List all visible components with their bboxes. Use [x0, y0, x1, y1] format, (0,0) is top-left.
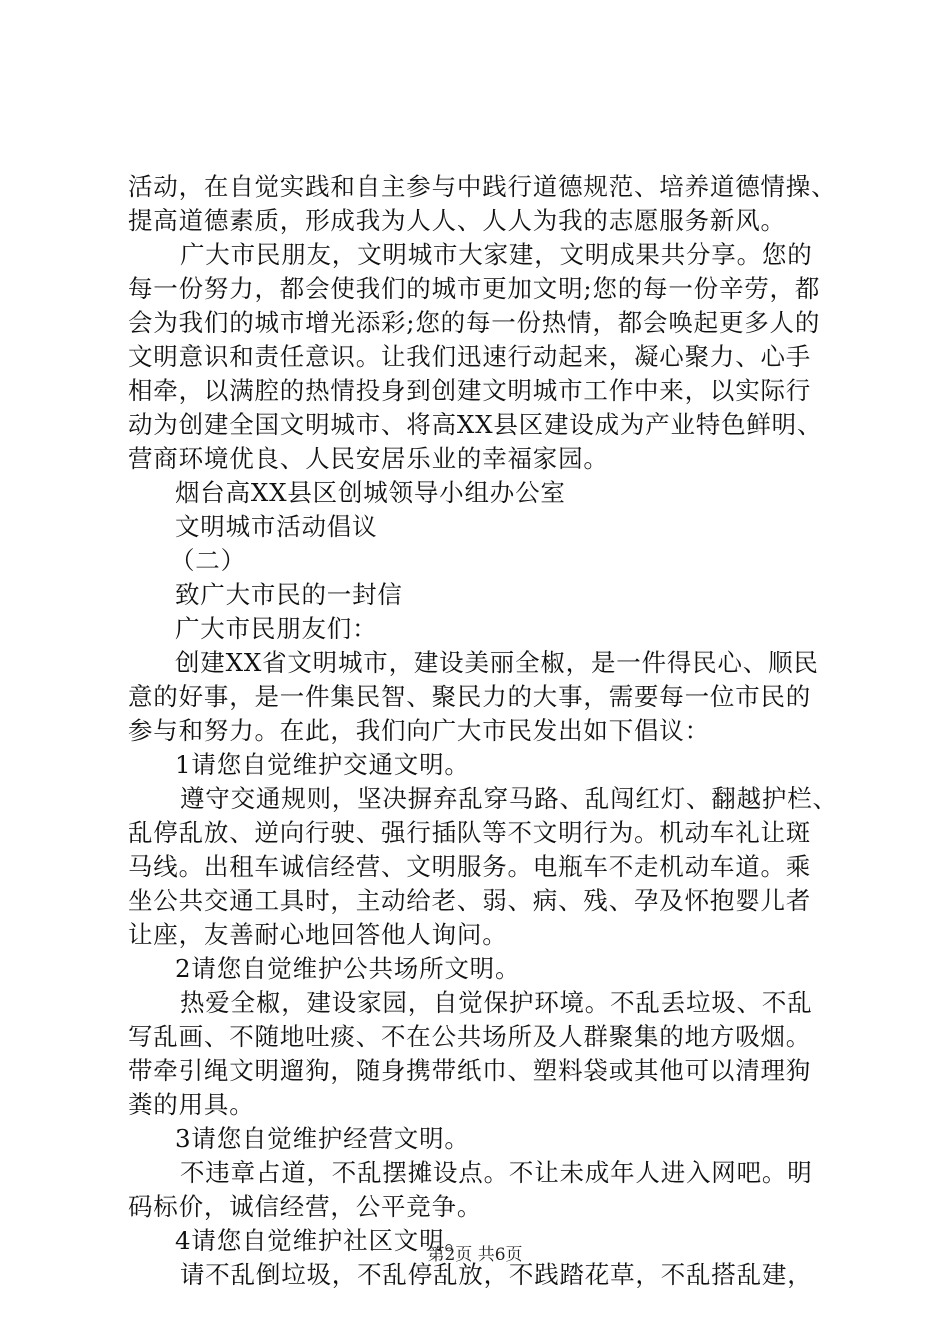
body-line: 请不乱倒垃圾，不乱停乱放，不践踏花草，不乱搭乱建， — [180, 1260, 813, 1289]
letter-title: 致广大市民的一封信 — [175, 580, 403, 609]
item-heading: 1请您自觉维护交通文明。 — [175, 750, 470, 779]
item-heading: 2请您自觉维护公共场所文明。 — [175, 954, 521, 983]
item-heading: 3请您自觉维护经营文明。 — [175, 1124, 470, 1153]
page-indicator: 第2页 共6页 — [427, 1245, 523, 1265]
body-line: 创建XX省文明城市，建设美丽全椒，是一件得民心、顺民 — [175, 648, 819, 677]
body-line: 每一份努力，都会使我们的城市更加文明;您的每一份辛劳，都 — [128, 274, 821, 303]
item-heading: 4请您自觉维护社区文明。 — [175, 1226, 470, 1255]
body-line: 不违章占道，不乱摆摊设点。不让未成年人进入网吧。明 — [180, 1158, 813, 1187]
body-line: 写乱画、不随地吐痰、不在公共场所及人群聚集的地方吸烟。 — [128, 1022, 812, 1051]
body-line: 文明意识和责任意识。让我们迅速行动起来，凝心聚力、心手 — [128, 342, 812, 371]
body-line: 带牵引绳文明遛狗，随身携带纸巾、塑料袋或其他可以清理狗 — [128, 1056, 812, 1085]
body-line: 码标价，诚信经营，公平竞争。 — [128, 1192, 483, 1221]
body-line: 动为创建全国文明城市、将高XX县区建设成为产业特色鲜明、 — [128, 410, 823, 439]
body-line: 相牵，以满腔的热情投身到创建文明城市工作中来，以实际行 — [128, 376, 812, 405]
body-line: 让座，友善耐心地回答他人询问。 — [128, 920, 508, 949]
body-line: 马线。出租车诚信经营、文明服务。电瓶车不走机动车道。乘 — [128, 852, 812, 881]
body-line: 参与和努力。在此，我们向广大市民发出如下倡议： — [128, 716, 710, 745]
body-line: 活动，在自觉实践和自主参与中践行道德规范、培养道德情操、 — [128, 172, 837, 201]
body-line: 提高道德素质，形成我为人人、人人为我的志愿服务新风。 — [128, 206, 786, 235]
body-line: 广大市民朋友，文明城市大家建，文明成果共分享。您的 — [180, 240, 813, 269]
signature-line: 烟台高XX县区创城领导小组办公室 — [175, 478, 566, 507]
section-title: 文明城市活动倡议 — [175, 512, 378, 541]
body-line: 热爱全椒，建设家园，自觉保护环境。不乱丢垃圾、不乱 — [180, 988, 813, 1017]
body-line: 意的好事，是一件集民智、聚民力的大事，需要每一位市民的 — [128, 682, 812, 711]
body-line: 会为我们的城市增光添彩;您的每一份热情，都会唤起更多人的 — [128, 308, 821, 337]
body-line: 粪的用具。 — [128, 1090, 255, 1119]
salutation: 广大市民朋友们： — [175, 614, 378, 643]
body-line: 乱停乱放、逆向行驶、强行插队等不文明行为。机动车礼让斑 — [128, 818, 812, 847]
body-line: 坐公共交通工具时，主动给老、弱、病、残、孕及怀抱婴儿者 — [128, 886, 812, 915]
body-line: 营商环境优良、人民安居乐业的幸福家园。 — [128, 444, 609, 473]
section-number: （二） — [170, 546, 246, 575]
body-line: 遵守交通规则，坚决摒弃乱穿马路、乱闯红灯、翻越护栏、 — [180, 784, 838, 813]
